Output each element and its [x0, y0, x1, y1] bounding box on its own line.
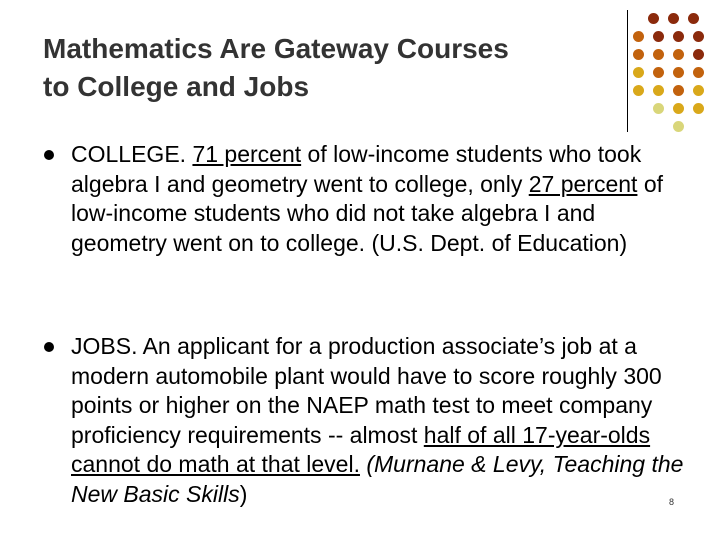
decorative-dot — [633, 67, 644, 78]
decorative-dot — [653, 31, 664, 42]
text-run: 71 percent — [192, 141, 302, 167]
decorative-dot — [673, 85, 684, 96]
decorative-dot — [693, 67, 704, 78]
slide-title-line-2: to College and Jobs — [43, 71, 310, 102]
text-run: (Murnane & Levy, Teaching the New Basic Skills — [71, 451, 684, 507]
decorative-dot — [693, 31, 704, 42]
decorative-dot — [673, 67, 684, 78]
decorative-dot — [653, 67, 664, 78]
decorative-dot — [648, 13, 659, 24]
text-run: JOBS. An applicant for a production associate’s job at a modern automobile plant would have to score roughly 300 points or higher on the NAEP math test to meet company proficiency requirements -- almost — [71, 333, 662, 448]
bullet-text-college — [71, 140, 691, 258]
decorative-dot — [673, 103, 684, 114]
bullet-icon — [44, 150, 54, 160]
decorative-dot — [633, 85, 644, 96]
text-run: ) — [239, 480, 248, 507]
decorative-dot — [693, 85, 704, 96]
text-run: of low-income students who took algebra I and geometry went to college, only — [71, 141, 642, 197]
page-number: 8 — [669, 497, 675, 507]
slide-title-line-1: Mathematics Are Gateway Courses — [43, 33, 509, 64]
decorative-dot — [653, 85, 664, 96]
bullet-icon — [44, 342, 54, 352]
decorative-dot — [668, 13, 679, 24]
decorative-dot — [688, 13, 699, 24]
decorative-dot — [693, 49, 704, 60]
decorative-dot — [653, 103, 664, 114]
bullet-text-jobs — [71, 332, 691, 509]
decorative-dot — [673, 49, 684, 60]
decorative-dot — [673, 31, 684, 42]
decorative-dot — [693, 103, 704, 114]
text-run: half of all 17-year-olds cannot do math at that level. — [71, 421, 651, 477]
decorative-dot — [673, 121, 684, 132]
decorative-dot — [633, 49, 644, 60]
text-run: COLLEGE. — [71, 141, 193, 167]
decorative-dot — [653, 49, 664, 60]
text-run: of low-income students who did not take algebra I and geometry went on to college. (U.S. Dept. of Education) — [71, 170, 664, 256]
decorative-dot-grid — [0, 0, 720, 140]
decorative-dot — [633, 31, 644, 42]
text-run: 27 percent — [528, 170, 638, 197]
